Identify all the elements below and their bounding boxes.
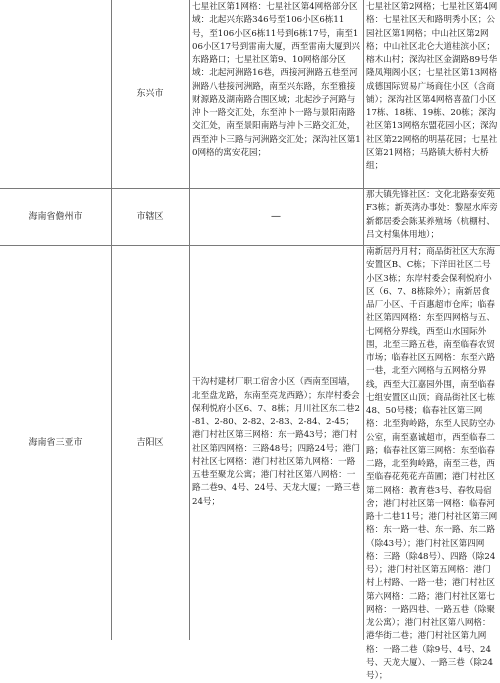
area-cell: — <box>271 211 281 222</box>
detail-cell: 那大镇先锋社区：文化北路泰安苑F3栋；新英湾办事处：黎屋水库旁新都居委会陈某养殖场（杭棚村、吕文村集体用地）； <box>366 190 498 240</box>
column-divider <box>111 0 112 640</box>
province-cell <box>0 0 111 188</box>
district-cell: 东兴市 <box>136 89 164 99</box>
row-divider <box>0 188 500 189</box>
district-cell: 吉阳区 <box>136 437 164 448</box>
table-row <box>0 245 500 681</box>
area-cell: 干沟村建材厂职工宿舍小区（西南至国墙，北至盘龙路，东南至亮龙西路）；东岸村委会保利悦府小区6、7、8栋；月川社区东二巷2-81、2-80、2-82、2-83、2-84、2-45；港门村社区第三网格：东一路43号；港门村社区第四网格：三路48号；四路24号；港门村社区七网格：港门村社区第九网格：一路五巷至聚龙公寓；港门村社区第八网格：一路二巷9、4号、24号、天龙大厦；一路三巷24号； <box>192 377 360 507</box>
detail-cell: 七星社区第2网格；七星社区第4网格：七星社区天和路明秀小区；公园社区第1网格；中山社区第2网格；中山社区北仑大道桂滨小区；榕木山村；深沟社区金湖路89号华隆凤翔阁小区；七星社区第13网格成德国际贸易广场商住小区（含商铺）；深沟社区第4网格喜盈门小区17栋、18栋、19栋、20栋；深沟社区第13网格东盟花园小区；深沟社区第22网格的明基花园；七星社区第21网格；马路镇大桥村大桥组； <box>366 2 498 171</box>
column-divider <box>189 0 190 640</box>
table-row <box>0 0 500 188</box>
area-cell: 七星社区第1网格：七星社区第4网格部分区域：北起兴东路346号至106小区6栋11号，至106小区6栋11号到6栋17号，南至106小区17号到雷南大厦，西至雷南大厦到兴东路路口；七星社区第9、10网格部分区域：北起河洲路16巷，西接河洲路五巷至河洲路八巷接河洲路，南至兴东路，东至雅接财源路及湖南路合围区域；北起沙子河路与沖卜一路交汇处，东至沖卜一路与景阳南路交汇处，南至景阳南路与沖卜三路交汇处，西至沖卜三路与河洲路交汇处；深沟社区第10网格的寓安花园； <box>192 2 361 158</box>
area-cell-wrap <box>189 245 363 640</box>
column-divider <box>363 0 364 640</box>
district-cell: 市辖区 <box>136 211 164 222</box>
province-cell: 海南省三亚市 <box>28 437 83 448</box>
detail-cell: 南新居丹月村；商品街社区大东海安置区B、C栋；下洋田社区二号小区3栋；东岸村委会保利悦府小区（6、7、8栋除外）；南新居食品厂小区、千百惠超市仓库；临春社区第四网格：东至四网格与五、七网格分界线，西至山水国际外围，北至三路五巷，南至临春农贸市场；临春社区五网格：东至六路一巷，北至六网格与五网格分界线，西至大江嘉园外围，南至临春七组安置区山顶；商品街社区七栋48、50号楼；临春社区第三网格：北至狗岭路，东至人民防空办公室，南至嘉诚超市，西至临春二路；临春社区第三网格：东至临春二路，北至狗岭路，南至三巷，西至临春花苑花卉苗圃；港门村社区第二网格：教育巷3号、春牧局宿舍；港门村社区第一网格：临春河路十二巷11号；港门村社区第三网格：东一路一巷、东一路、东二路（除43号）；港门村社区第四网格：三路（除48号）、四路（除24号）；港门村社区第五网格：港门村上村路、一路一巷；港门村社区第六网格：二路；港门村社区第七网格：一路四巷、一路五巷（除聚龙公寓）；港门村社区第八网格：港华街二巷；港门村社区第九网格：一路二巷（除9号、4号、24号、天龙大厦）、一路三巷（除24号）； <box>366 247 498 681</box>
province-cell: 海南省儋州市 <box>28 211 83 222</box>
table-row <box>0 188 500 245</box>
row-divider <box>0 245 500 246</box>
